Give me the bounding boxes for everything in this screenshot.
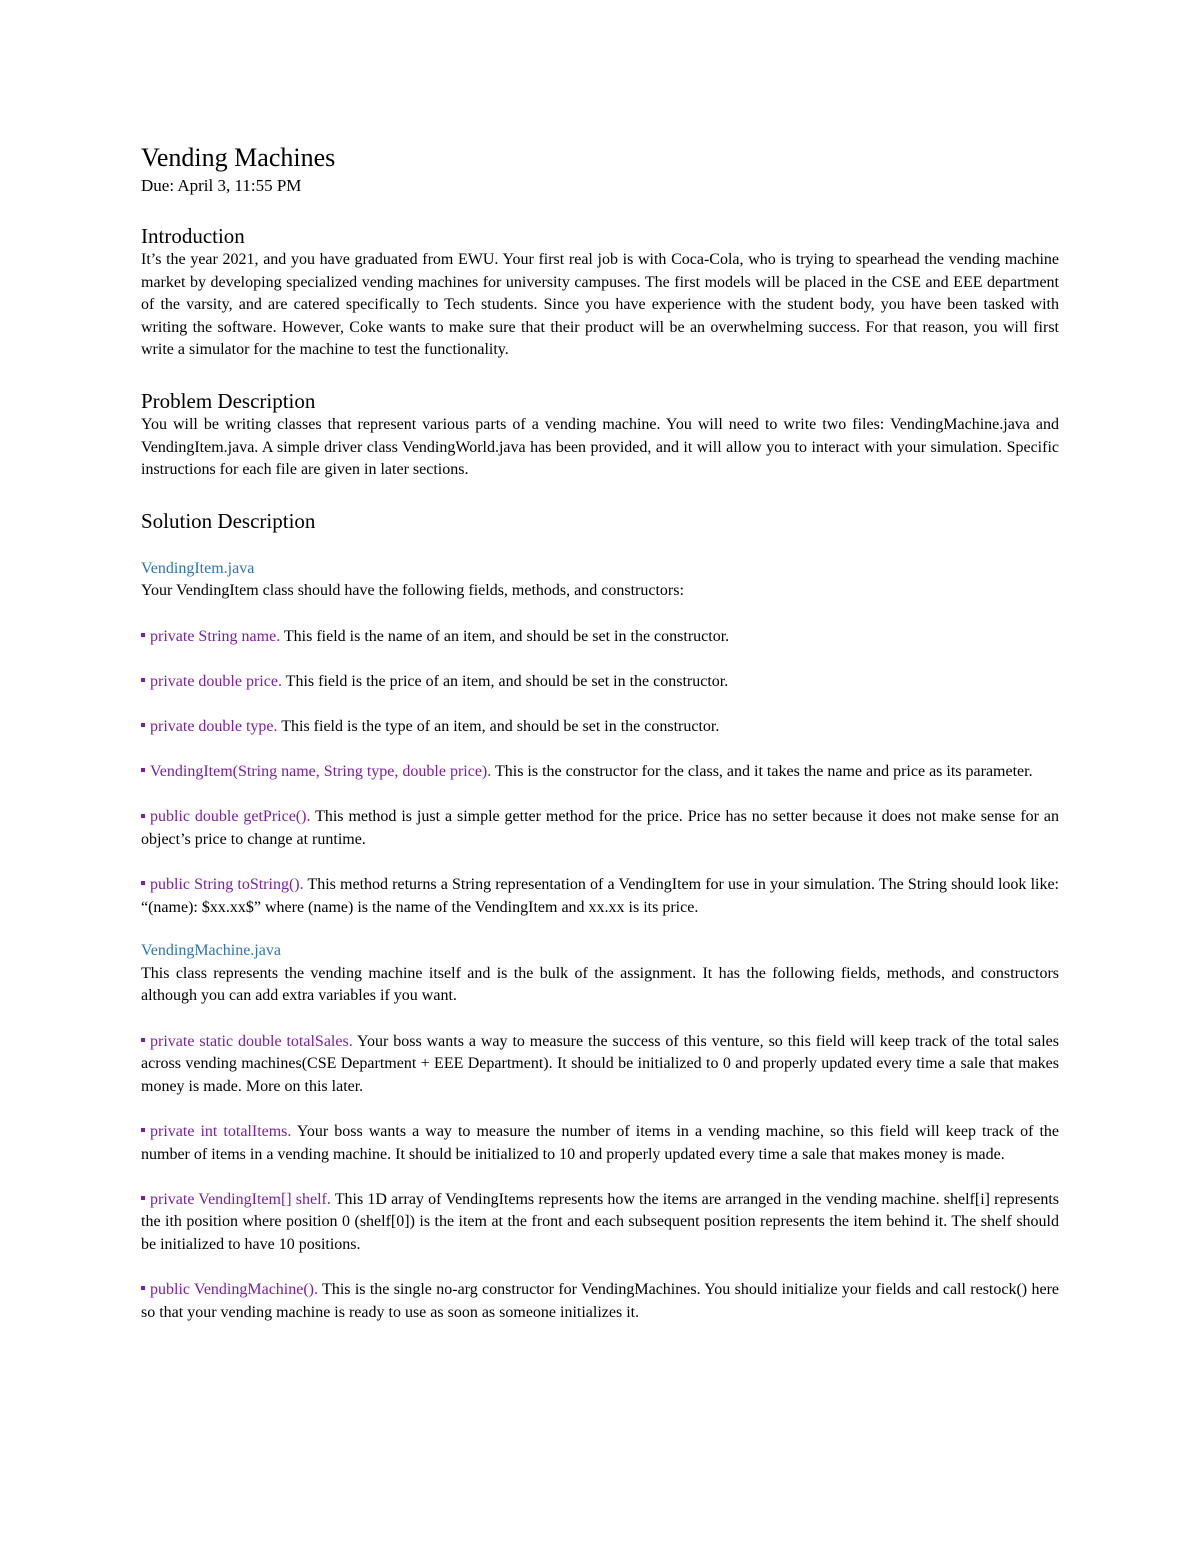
spec-description: This is the single no-arg constructor for VendingMachines. You should initialize your fields and call restock() here so that your vending machine is ready to use as soon as someone initializes it. [141,1281,1059,1321]
vending-item-intro: Your VendingItem class should have the following fields, methods, and constructors: [141,582,684,600]
introduction-text: It’s the year 2021, and you have graduated from EWU. Your first real job is with Coca-Cola, who is trying to spearhead the vending machine market by developing specialized vending machines for university campuses. The first models will be placed in the CSE and EEE department of the varsity, and are catered specifically to Tech students. Since you have experience with the student body, you have been tasked with writing the software. However, Coke wants to make sure that their product will be an overwhelming success. For that reason, you will first write a simulator for the machine to test the functionality. [141,251,1059,359]
due-date: Due: April 3, 11:55 PM [141,176,302,195]
spec-item-getprice [141,806,1059,851]
spec-machine-constructor [141,1279,1059,1324]
spec-description: This is the constructor for the class, and it takes the name and price as its parameter. [491,763,1033,781]
solution-heading: Solution Description [141,508,316,533]
spec-signature: public String toString(). [150,876,304,894]
vending-machine-heading: VendingMachine.java [141,942,281,960]
spec-signature: private double price. [150,672,282,690]
document-title: Vending Machines [141,143,336,172]
bullet-icon [141,768,145,772]
spec-item-price [141,671,1059,694]
spec-signature: VendingItem(String name, String type, double price). [150,763,492,781]
spec-item-type [141,716,1059,739]
vending-machine-intro: This class represents the vending machine itself and is the bulk of the assignment. It has the following fields, methods, and constructors although you can add extra variables if you want. [141,964,1059,1005]
spec-signature: private int totalItems. [150,1123,292,1140]
spec-signature: private double type. [150,717,278,735]
spec-machine-shelf [141,1189,1059,1257]
spec-description: Your boss wants a way to measure the number of items in a vending machine, so this field will keep track of the number of items in a vending machine. It should be initialized to 10 and properly updated every time a sale that makes money is made. [141,1123,1060,1163]
spec-signature: public double getPrice(). [150,808,311,826]
spec-item-name [141,626,1059,649]
bullet-icon [141,723,145,727]
spec-signature: private String name. [150,627,281,645]
bullet-icon [141,814,145,818]
vending-item-heading: VendingItem.java [141,559,255,577]
spec-signature: public VendingMachine(). [150,1281,318,1299]
spec-machine-totalitems [141,1121,1059,1166]
document-page [141,143,1059,1324]
spec-description: This field is the type of an item, and should be set in the constructor. [277,717,720,735]
spec-description: This method returns a String representation of a VendingItem for use in your simulation. The String should look like: “(name): $xx.xx$” where (name) is the name of the VendingItem and xx.xx is its price. [141,876,1060,916]
bullet-icon [141,633,145,637]
bullet-icon [141,678,145,682]
introduction-heading: Introduction [141,224,245,248]
spec-signature: private VendingItem[] shelf. [150,1190,331,1208]
spec-signature: private static double totalSales. [150,1032,353,1050]
bullet-icon [141,1128,145,1132]
bullet-icon [141,1196,145,1200]
spec-description: This field is the price of an item, and should be set in the constructor. [281,672,729,690]
spec-description: This 1D array of VendingItems represents how the items are arranged in the vending machine. shelf[i] represents the ith position where position 0 (shelf[0]) is the item at the front and each subsequent position represents the item behind it. The shelf should be initialized to have 10 positions. [141,1190,1059,1253]
spec-item-constructor [141,761,1059,784]
spec-item-tostring [141,874,1059,919]
spec-description: This field is the name of an item, and should be set in the constructor. [280,627,730,645]
spec-description: Your boss wants a way to measure the success of this venture, so this field will keep track of the total sales across vending machines(CSE Department + EEE Department). It should be initialized to 0 and properly updated every time a sale that makes money is made. More on this later. [141,1032,1059,1095]
problem-heading: Problem Description [141,388,316,413]
bullet-icon [141,1038,145,1042]
bullet-icon [141,1286,145,1290]
bullet-icon [141,881,145,885]
spec-machine-totalsales [141,1031,1059,1099]
problem-text: You will be writing classes that represent various parts of a vending machine. You will need to write two files: VendingMachine.java and VendingItem.java. A simple driver class VendingWorld.java has been provided, and it will allow you to interact with your simulation. Specific instructions for each file are given in later sections. [141,415,1059,479]
spec-description: This method is just a simple getter method for the price. Price has no setter because it does not make sense for an object’s price to change at runtime. [141,808,1059,848]
